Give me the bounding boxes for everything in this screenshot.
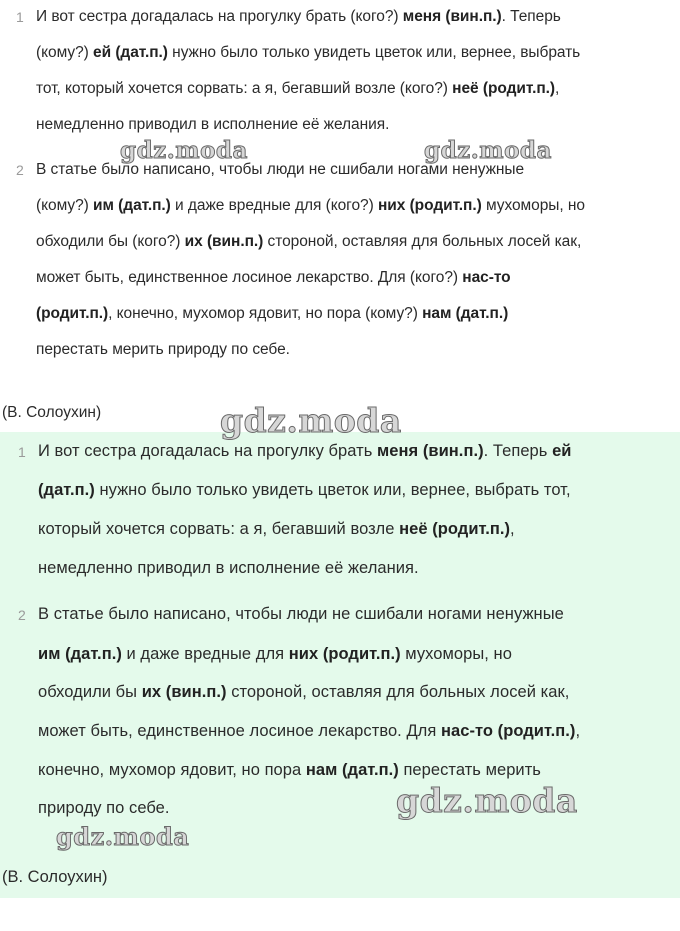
text-line: может быть, единственное лосиное лекарство. Для нас-то (родит.п.), [38, 722, 581, 740]
text-line: обходили бы их (вин.п.) стороной, оставляя для больных лосей как, [38, 683, 570, 701]
item-number: 2 [18, 607, 26, 623]
text-line: (родит.п.), конечно, мухомор ядовит, но пора (кому?) нам (дат.п.) [36, 305, 509, 322]
text-line: природу по себе. [38, 799, 170, 817]
text-line: немедленно приводил в исполнение её желания. [38, 559, 419, 577]
item-number: 1 [16, 9, 24, 25]
text-line: (дат.п.) нужно было только увидеть цветок или, вернее, выбрать тот, [38, 481, 571, 499]
text-line: обходили бы (кого?) их (вин.п.) стороной, оставляя для больных лосей как, [36, 233, 582, 250]
text-line: конечно, мухомор ядовит, но пора нам (дат.п.) перестать мерить [38, 761, 541, 779]
text-line: И вот сестра догадалась на прогулку брать (кого?) меня (вин.п.). Теперь [36, 8, 561, 25]
author-credit: (В. Солоухин) [2, 868, 108, 886]
text-line: который хочется сорвать: а я, бегавший возле неё (родит.п.), [38, 520, 515, 538]
watermark-logo: gdz.moda [56, 822, 190, 851]
text-line: (кому?) ей (дат.п.) нужно было только увидеть цветок или, вернее, выбрать [36, 44, 581, 61]
text-line: И вот сестра догадалась на прогулку брать меня (вин.п.). Теперь ей [38, 442, 572, 460]
text-line: В статье было написано, чтобы люди не сшибали ногами ненужные [36, 161, 525, 178]
text-line: В статье было написано, чтобы люди не сшибали ногами ненужные [38, 605, 564, 623]
text-line: им (дат.п.) и даже вредные для них (родит.п.) мухоморы, но [38, 645, 512, 663]
item-number: 2 [16, 162, 24, 178]
text-line: (кому?) им (дат.п.) и даже вредные для (кого?) них (родит.п.) мухоморы, но [36, 197, 585, 214]
watermark-logo: gdz.moda [120, 137, 248, 164]
text-line: может быть, единственное лосиное лекарство. Для (кого?) нас-то [36, 269, 511, 286]
item-number: 1 [18, 444, 26, 460]
text-line: перестать мерить природу по себе. [36, 341, 290, 358]
watermark-logo: gdz.moda [220, 401, 402, 440]
watermark-logo: gdz.moda [424, 137, 552, 164]
watermark-logo: gdz.moda [396, 781, 578, 820]
author-credit: (В. Солоухин) [2, 404, 102, 421]
text-line: немедленно приводил в исполнение её желания. [36, 116, 390, 133]
text-line: тот, который хочется сорвать: а я, бегавший возле (кого?) неё (родит.п.), [36, 80, 560, 97]
